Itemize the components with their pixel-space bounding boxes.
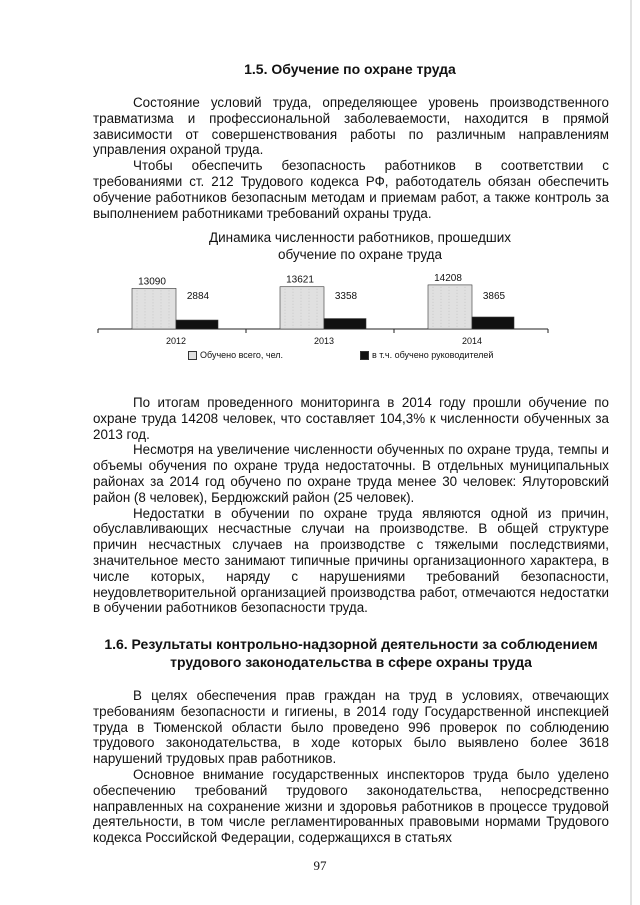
bar-managers	[176, 320, 218, 329]
paragraph: По итогам проведенного мониторинга в 2014 году прошли обучение по охране труда 14208 человек, что составляет 104,3% к численности обученных за 2013 год.	[93, 395, 609, 442]
paragraph: Состояние условий труда, определяющее уровень производственного травматизма и профессиональной заболеваемости, находится в прямой зависимости от совершенствования работы по различным направлениям управления охраной труда.	[93, 95, 609, 158]
data-label-total: 13621	[286, 274, 314, 286]
bar-total	[428, 285, 472, 329]
data-label-total: 14208	[434, 272, 462, 284]
bar-total	[280, 287, 324, 329]
x-tick-label: 2013	[313, 336, 335, 346]
legend-label-managers: в т.ч. обучено руководителей	[372, 350, 494, 360]
paragraph: Чтобы обеспечить безопасность работников в соответствии с требованиями ст. 212 Трудового кодекса РФ, работодатель обязан обеспечить обучение работников безопасным методам и приемам работ, а также контроль за выполнением работниками требований охраны труда.	[93, 158, 609, 221]
paragraph: Основное внимание государственных инспекторов труда было уделено обеспечению требований трудового законодательства, непосредственно направленных на сохранение жизни и здоровья работников в процессе трудовой деятельности, в том числе регламентированных правовыми нормами Трудового кодекса Российской Федерации, содержащихся в статьях	[93, 766, 609, 846]
bar-total	[132, 288, 176, 329]
data-label-managers: 3865	[482, 291, 506, 302]
section-1-5-title: 1.5. Обучение по охране труда	[244, 61, 456, 77]
data-label-total: 13090	[138, 276, 166, 288]
legend-item-total	[188, 350, 283, 360]
legend-swatch-managers	[360, 351, 369, 360]
section-1-5-body	[93, 395, 609, 616]
legend-swatch-total	[188, 351, 197, 360]
paragraph: Недостатки в обучении по охране труда являются одной из причин, обуславливающих несчастные случаи на производстве. В общей структуре причин несчастных случаев на производстве с тяжелыми последствиями, значительное место занимают типичные причины организационного характера, в числе которых, наряду с нарушениями требований безопасности, неудовлетворительной организацией производства работ, отмечаются недостатки в обучении работников безопасности труда.	[93, 505, 609, 616]
x-tick-label: 2012	[165, 336, 187, 346]
x-tick-label: 2014	[461, 336, 483, 346]
page-number: 97	[313, 858, 327, 873]
bar-managers	[472, 317, 514, 329]
bar-chart	[90, 270, 560, 350]
chart-title: Динамика численности работников, прошедших обучение по охране труда	[208, 230, 512, 262]
section-1-6-title: 1.6. Результаты контрольно-надзорной деятельности за соблюдением трудового законодательства в сфере охраны труда	[104, 636, 598, 670]
paragraph: В целях обеспечения прав граждан на труд в условиях, отвечающих требованиям безопасности и гигиены, в 2014 году Государственной инспекцией труда в Тюменской области было проведено 996 проверок по соблюдению трудового законодательства, в ходе которых было выявлено более 3618 нарушений трудовых прав работников.	[93, 688, 609, 767]
legend-label-total: Обучено всего, чел.	[200, 350, 284, 360]
paragraph: Несмотря на увеличение численности обученных по охране труда, темпы и объемы обучения по охране труда недостаточны. В отдельных муниципальных районах за 2014 год обучено по охране труда менее 30 человек: Ялуторовский район (8 человек), Бердюжский район (25 человек).	[93, 442, 609, 505]
section-1-6-header	[93, 635, 609, 671]
section-1-6-body	[93, 688, 609, 846]
bar-managers	[324, 319, 366, 329]
data-label-managers: 2884	[186, 291, 210, 302]
section-1-5-intro	[93, 95, 609, 221]
data-label-managers: 3358	[334, 291, 358, 302]
legend-item-managers	[360, 350, 493, 360]
page-edge-shadow	[630, 0, 632, 905]
